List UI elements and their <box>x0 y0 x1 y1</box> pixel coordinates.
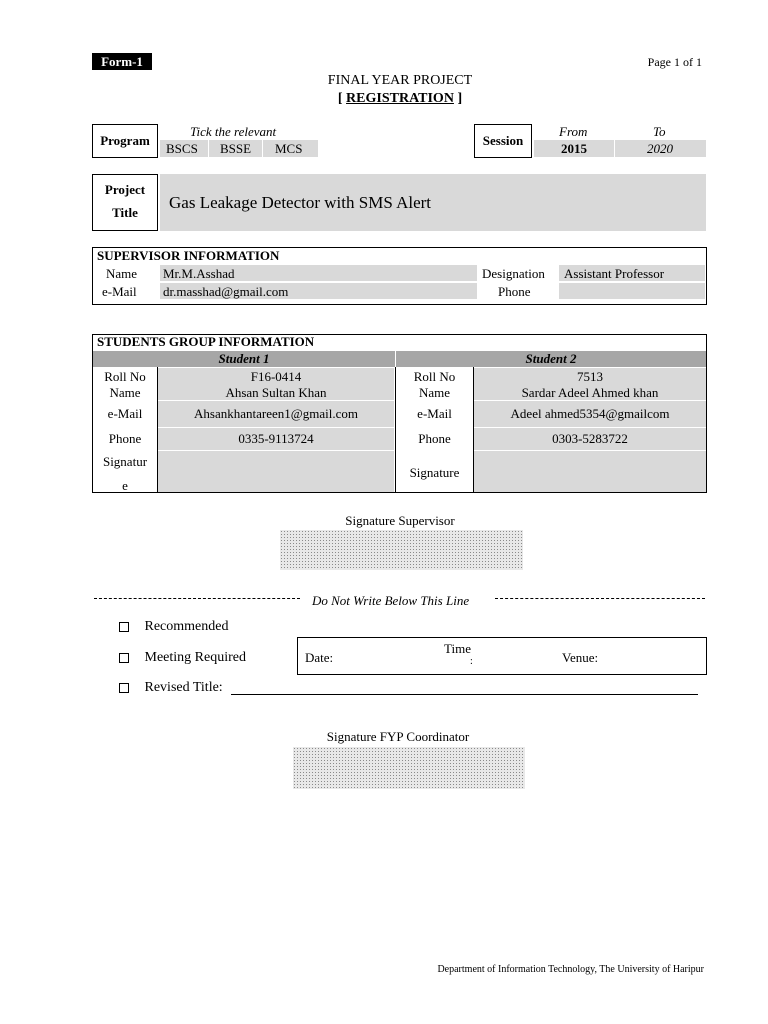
student-1-signature-label-1: Signatur <box>102 454 148 469</box>
project-title: Gas Leakage Detector with SMS Alert <box>169 193 432 212</box>
student-1-phone: 0335-9113724 <box>238 431 314 446</box>
program-divider <box>208 140 209 157</box>
student-2-name: Sardar Adeel Ahmed khan <box>521 385 659 400</box>
student-1-name-field[interactable] <box>158 384 394 400</box>
signature-coordinator-label: Signature FYP Coordinator <box>326 729 470 744</box>
signature-coordinator-field[interactable] <box>293 747 525 789</box>
program-hint: Tick the relevant <box>190 124 277 139</box>
program-label-box <box>92 124 158 158</box>
meeting-box <box>297 637 707 675</box>
student-2-signature-field[interactable] <box>474 451 706 492</box>
meeting-required-checkbox[interactable] <box>119 653 129 663</box>
student-2-phone-field[interactable] <box>474 428 706 450</box>
student-1-phone-field[interactable] <box>158 428 394 450</box>
meeting-time-colon: : <box>470 656 473 667</box>
student-1-signature-field[interactable] <box>158 451 394 492</box>
footer: Department of Information Technology, The University of Haripur <box>437 964 704 975</box>
student-2-email-field[interactable] <box>474 401 706 427</box>
program-option-bsse[interactable]: BSSE <box>220 141 252 156</box>
student-1-roll-label: Roll No <box>104 369 146 384</box>
program-divider <box>262 140 263 157</box>
student-2-phone: 0303-5283722 <box>552 431 628 446</box>
student-2-signature-label: Signature <box>409 465 460 480</box>
student-1-signature-label-2: e <box>122 478 128 493</box>
student-1-email-field[interactable] <box>158 401 394 427</box>
supervisor-designation-field[interactable] <box>559 265 705 281</box>
supervisor-email: dr.masshad@gmail.com <box>163 284 289 299</box>
recommended-checkbox[interactable] <box>119 622 129 632</box>
student-1-name: Ahsan Sultan Khan <box>225 385 327 400</box>
session-values-bar <box>534 140 706 157</box>
document-title: FINAL YEAR PROJECT <box>327 73 473 88</box>
supervisor-name-field[interactable] <box>160 265 477 281</box>
student-2-header: Student 2 <box>525 351 577 366</box>
recommended-option[interactable] <box>119 619 228 635</box>
form-label: Form-1 <box>92 53 152 70</box>
student-1-email-label: e-Mail <box>107 406 143 421</box>
document-subtitle: [ REGISTRATION ] <box>337 91 463 106</box>
session-divider <box>614 140 615 157</box>
program-option-bscs[interactable]: BSCS <box>166 141 198 156</box>
supervisor-designation: Assistant Professor <box>564 266 665 281</box>
supervisor-designation-label: Designation <box>482 266 545 281</box>
student-2-name-label: Name <box>418 385 451 400</box>
divider-line-right <box>495 598 705 599</box>
supervisor-email-field[interactable] <box>160 283 477 299</box>
student-1-roll: F16-0414 <box>250 369 302 384</box>
student-1-phone-label: Phone <box>108 431 142 446</box>
supervisor-phone-field[interactable] <box>559 283 705 299</box>
program-label: Program <box>100 133 150 148</box>
page-number: Page 1 of 1 <box>647 55 702 69</box>
meeting-required-label: Meeting Required <box>144 650 246 665</box>
supervisor-phone-label: Phone <box>498 284 531 299</box>
student-1-header: Student 1 <box>218 351 270 366</box>
supervisor-name: Mr.M.Asshad <box>163 266 235 281</box>
recommended-label: Recommended <box>144 619 229 634</box>
session-label: Session <box>482 133 524 148</box>
revised-title-checkbox[interactable] <box>119 683 129 693</box>
student-2-roll: 7513 <box>577 369 603 384</box>
meeting-venue-label[interactable]: Venue: <box>562 650 599 665</box>
student-1-roll-field[interactable] <box>158 368 394 384</box>
program-option-mcs[interactable]: MCS <box>275 141 303 156</box>
revised-title-option[interactable] <box>119 680 223 696</box>
student-2-roll-field[interactable] <box>474 368 706 384</box>
session-from-label: From <box>559 124 588 139</box>
supervisor-heading: SUPERVISOR INFORMATION <box>97 248 280 263</box>
student-2-email: Adeel ahmed5354@gmailcom <box>510 406 670 421</box>
divider-line-left <box>94 598 300 599</box>
project-label-line1: Project <box>104 182 146 197</box>
revised-title-label: Revised Title: <box>144 680 223 695</box>
session-label-box <box>474 124 532 158</box>
session-to-label: To <box>653 124 666 139</box>
revised-title-line[interactable] <box>231 694 698 695</box>
signature-supervisor-field[interactable] <box>280 530 523 570</box>
project-label-box <box>92 174 158 231</box>
project-title-field[interactable] <box>160 174 706 231</box>
student-1-email: Ahsankhantareen1@gmail.com <box>194 406 358 421</box>
meeting-required-option[interactable] <box>119 650 246 666</box>
student-1-name-label: Name <box>109 385 141 400</box>
session-to-value[interactable]: 2020 <box>647 141 673 156</box>
students-heading: STUDENTS GROUP INFORMATION <box>97 334 315 349</box>
student-2-name-field[interactable] <box>474 384 706 400</box>
divider-text: Do Not Write Below This Line <box>312 593 470 608</box>
meeting-time-label[interactable]: Time <box>444 641 471 656</box>
student-2-roll-label: Roll No <box>413 369 456 384</box>
student-2-email-label: e-Mail <box>417 406 452 421</box>
project-label-line2: Title <box>112 205 138 220</box>
session-from-value[interactable]: 2015 <box>561 141 587 156</box>
student-2-phone-label: Phone <box>418 431 451 446</box>
supervisor-name-label: Name <box>106 266 138 281</box>
meeting-date-label[interactable]: Date: <box>305 650 334 665</box>
signature-supervisor-label: Signature Supervisor <box>345 513 455 528</box>
supervisor-email-label: e-Mail <box>102 284 137 299</box>
